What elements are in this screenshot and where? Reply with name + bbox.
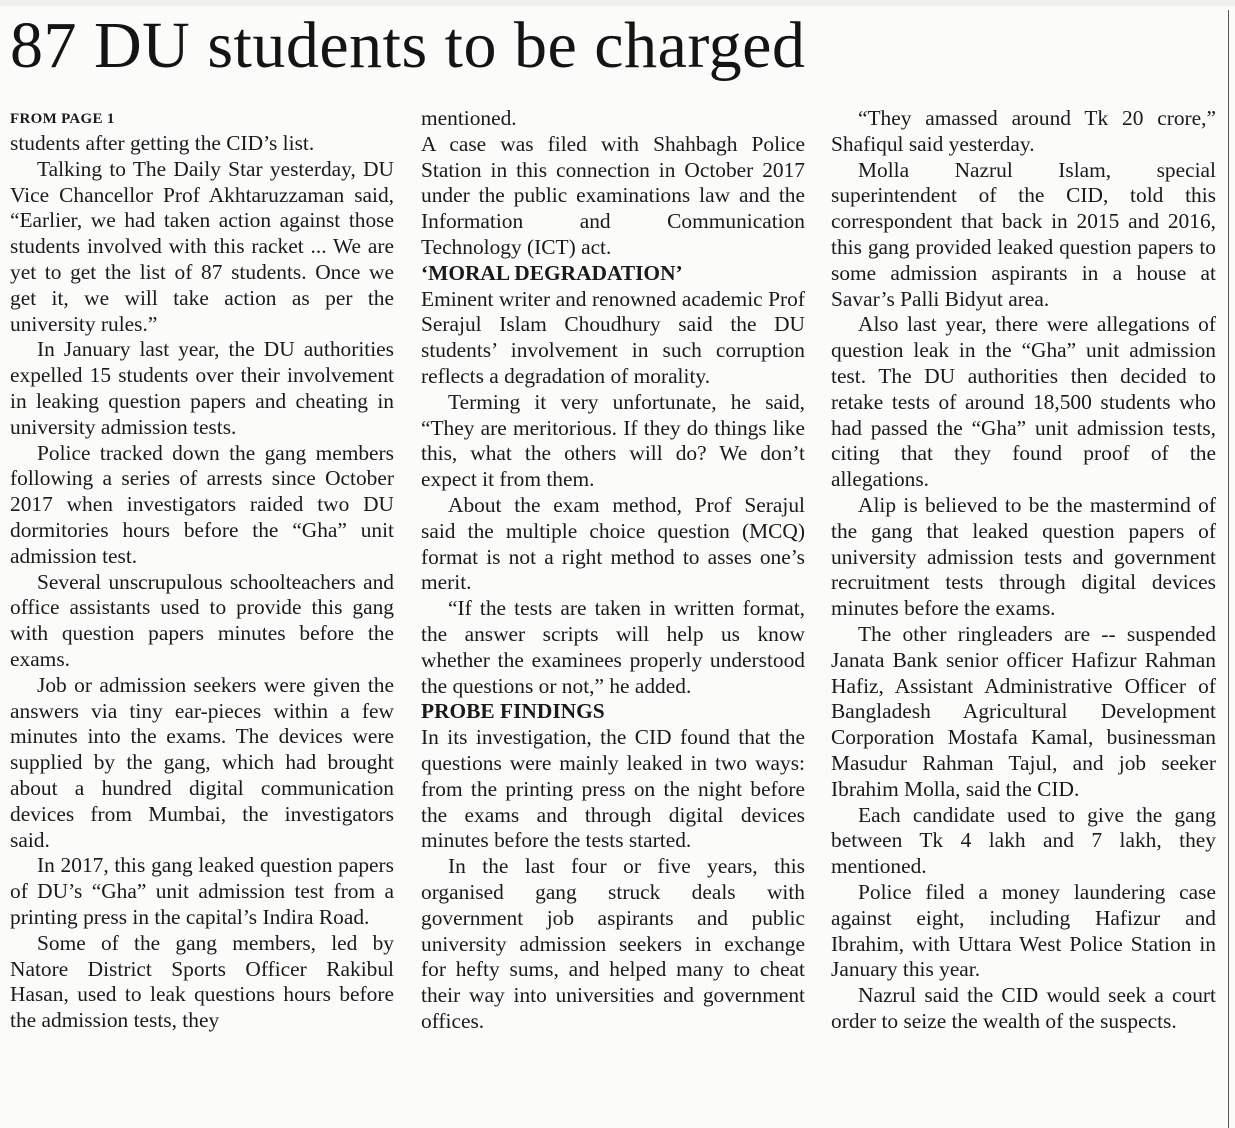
paragraph: Also last year, there were allegations of question leak in the “Gha” unit admission test. The DU authorities then decided to retake tests of around 18,500 students who had passed the “Gha” unit admission tests, citing that they found proof of the allegations. bbox=[831, 312, 1216, 492]
paragraph: Several unscrupulous schoolteachers and office assistants used to provide this gang with question papers minutes before the exams. bbox=[10, 569, 394, 671]
column-rule-right bbox=[1228, 10, 1229, 1128]
paragraph: In 2017, this gang leaked question papers of DU’s “Gha” unit admission test from a printing press in the capital’s Indira Road. bbox=[10, 853, 394, 929]
paragraph: In the last four or five years, this organised gang struck deals with government job aspirants and public university admission seekers in exchange for hefty sums, and helped many to cheat their way into universities and government offices. bbox=[421, 854, 805, 1033]
paragraph: Nazrul said the CID would seek a court order to seize the wealth of the suspects. bbox=[831, 983, 1216, 1033]
paragraph: mentioned. bbox=[421, 106, 517, 130]
paragraph: About the exam method, Prof Serajul said the multiple choice question (MCQ) format is not a right method to asses one’s merit. bbox=[421, 492, 805, 595]
jump-line: FROM PAGE 1 bbox=[10, 111, 115, 127]
paragraph: The other ringleaders are -- suspended Janata Bank senior officer Hafizur Rahman Hafiz, Assistant Administrative Officer of Bangladesh Agricultural Development Corporation Mostafa Kamal, businessman Masudur Rahman Tajul, and job seeker Ibrahim Molla, said the CID. bbox=[831, 621, 1216, 801]
paragraph: Some of the gang members, led by Natore District Sports Officer Rakibul Hasan, used to leak questions hours before the admission tests, they bbox=[10, 930, 394, 1033]
paragraph: Terming it very unfortunate, he said, “They are meritorious. If they do things like this, what the others will do? We don’t expect it from them. bbox=[421, 389, 805, 492]
article-column-3 bbox=[831, 106, 1216, 1124]
article-column-2 bbox=[421, 106, 805, 1124]
headline: 87 DU students to be charged bbox=[10, 9, 806, 82]
subhead-moral-degradation: ‘MORAL DEGRADATION’ bbox=[421, 260, 683, 285]
subhead-probe-findings: PROBE FINDINGS bbox=[421, 699, 605, 724]
paragraph: “They amassed around Tk 20 crore,” Shafiqul said yesterday. bbox=[831, 106, 1216, 156]
paragraph: In its investigation, the CID found that the questions were mainly leaked in two ways: from the printing press on the night before the exams and through digital devices minutes before the tests started. bbox=[421, 725, 805, 853]
paragraph: Police tracked down the gang members following a series of arrests since October 2017 when investigators raided two DU dormitories hours before the “Gha” unit admission test. bbox=[10, 440, 394, 568]
paragraph: A case was filed with Shahbagh Police Station in this connection in October 2017 under the public examinations law and the Information and Communication Technology (ICT) act. bbox=[421, 131, 805, 259]
paragraph: Eminent writer and renowned academic Prof Serajul Islam Choudhury said the DU students’ involvement in such corruption reflects a degradation of morality. bbox=[421, 286, 805, 388]
paragraph: Job or admission seekers were given the answers via tiny ear-pieces within a few minutes into the exams. The devices were supplied by the gang, which had brought about a hundred digital communication devices from Mumbai, the investigators said. bbox=[10, 672, 394, 852]
paragraph: Molla Nazrul Islam, special superintendent of the CID, told this correspondent that back in 2015 and 2016, this gang provided leaked question papers to some admission aspirants in a house at Savar’s Palli Bidyut area. bbox=[831, 157, 1216, 311]
article-column-1 bbox=[10, 106, 394, 1124]
paragraph: “If the tests are taken in written format, the answer scripts will help us know whether the examinees properly understood the questions or not,” he added. bbox=[421, 596, 805, 698]
paragraph: Each candidate used to give the gang between Tk 4 lakh and 7 lakh, they mentioned. bbox=[831, 802, 1216, 879]
paragraph: Alip is believed to be the mastermind of the gang that leaked question papers of university admission tests and government recruitment tests through digital devices minutes before the exams. bbox=[831, 492, 1216, 621]
paragraph: students after getting the CID’s list. bbox=[10, 131, 315, 155]
paragraph: Talking to The Daily Star yesterday, DU Vice Chancellor Prof Akhtaruzzaman said, “Earlier, we had taken action against those students involved with this racket ... We are yet to get the list of 87 students. Once we get it, we will take action as per the university rules.” bbox=[10, 156, 394, 336]
paragraph: In January last year, the DU authorities expelled 15 students over their involvement in leaking question papers and cheating in university admission tests. bbox=[10, 337, 394, 439]
paragraph: Police filed a money laundering case against eight, including Hafizur and Ibrahim, with Uttara West Police Station in January this year. bbox=[831, 879, 1216, 982]
